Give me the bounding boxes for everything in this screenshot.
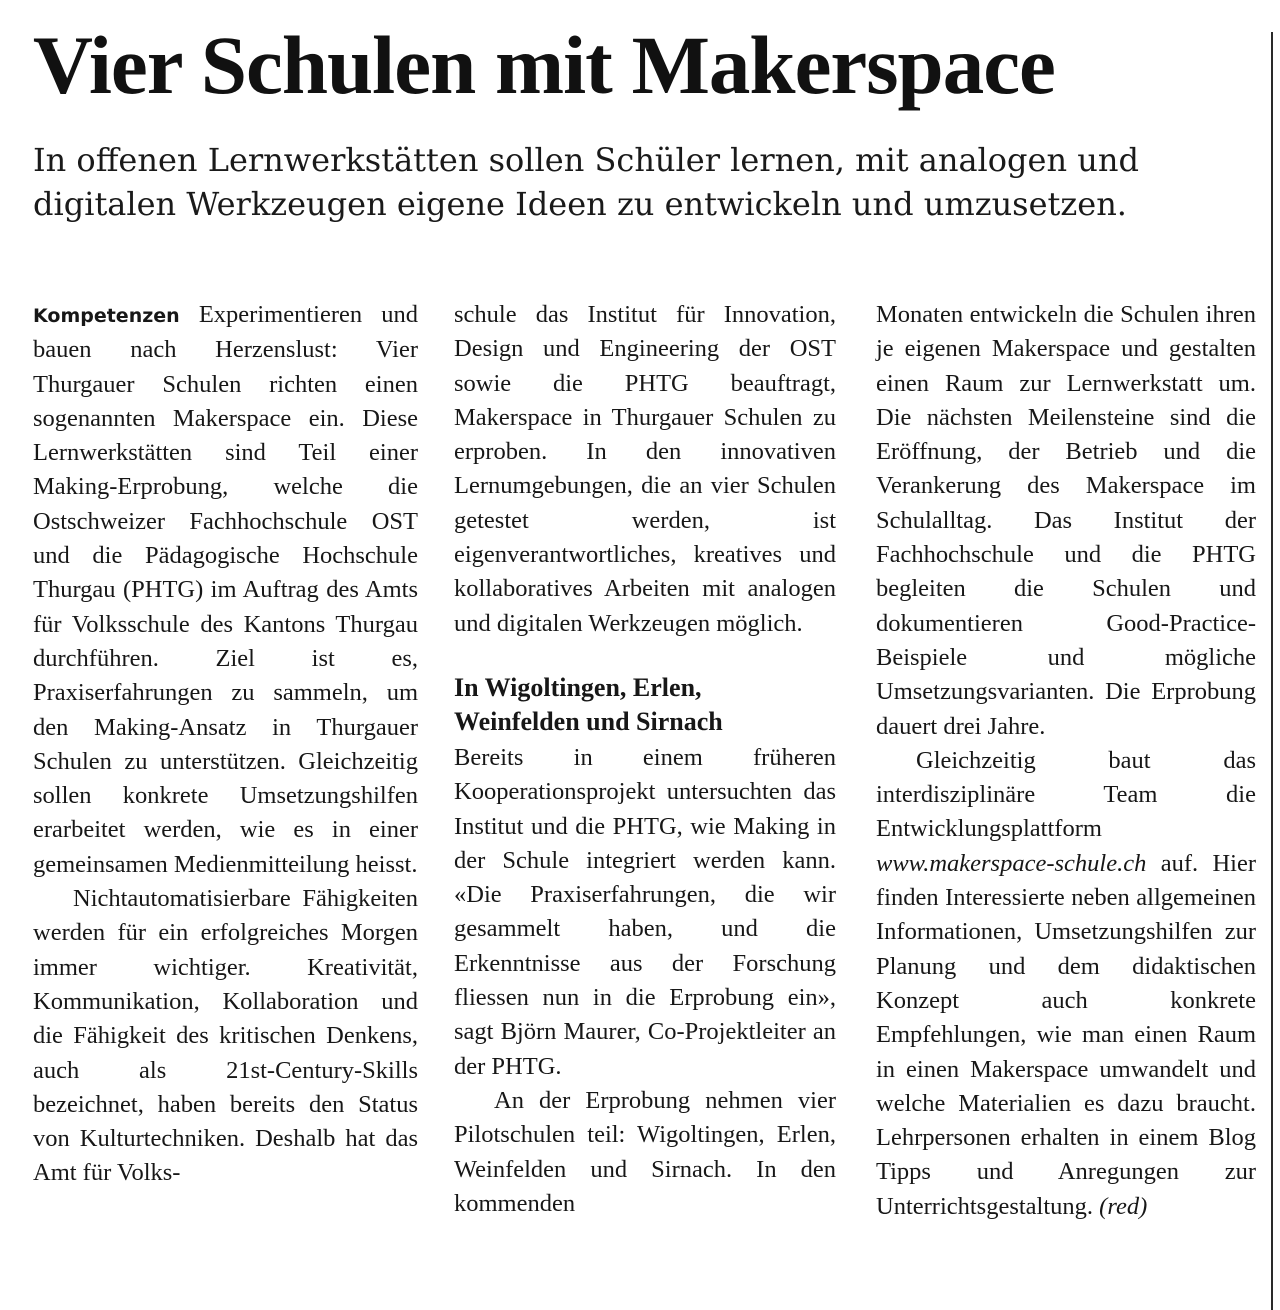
article-column-2 <box>454 298 836 1303</box>
subheading-line-1: In Wigoltingen, Erlen, <box>454 672 702 702</box>
article-column-3 <box>876 298 1256 1303</box>
paragraph-3: Bereits in einem früheren Kooperationsprojekt untersuchten das Institut und die PHTG, wie Making in der Schule integriert werden kann. «Die Praxiserfahrungen, die wir gesammelt haben, und die Erkenntnisse aus der Forschung fliessen nun in die Erprobung ein», sagt Björn Maurer, Co-Projektleiter an der PHTG. <box>454 743 836 1080</box>
lead-paragraph <box>33 138 1263 226</box>
paragraph-5-text-b: auf. Hier finden Interessierte neben allgemeinen Informationen, Umsetzungshilfen zur Planung und dem didaktischen Konzept auch konkrete Empfehlungen, wie man einen Raum in einen Makerspace umwandelt und welche Materialien es dazu braucht. Lehrpersonen erhalten in einem Blog Tipps und Anregungen zur Unterrichtsgestaltung. <box>876 849 1256 1220</box>
paragraph-5 <box>876 744 1256 1224</box>
article-column-1 <box>33 298 418 1303</box>
paragraph-5-text-a: Gleichzeitig baut das interdisziplinäre Team die Entwicklungsplattform <box>876 746 1256 843</box>
paragraph-4-continued: Monaten entwickeln die Schulen ihren je eigenen Makerspace und gestalten einen Raum zur Lernwerkstatt um. Die nächsten Meilensteine sind die Eröffnung, der Betrieb und die Verankerung des Makerspace im Schulalltag. Das Institut der Fachhochschule und die PHTG begleiten die Schulen und dokumentieren Good-Practice-Beispiele und mögliche Umsetzungsvarianten. Die Erprobung dauert drei Jahre. <box>876 301 1256 740</box>
website-url: www.makerspace-schule.ch <box>876 849 1147 877</box>
lead-in-label: Kompetenzen <box>33 305 180 327</box>
subheading <box>454 671 836 739</box>
paragraph-2: Nichtautomatisierbare Fähigkeiten werden für ein erfolgreiches Morgen immer wichtiger. Kreativität, Kommunikation, Kollaboration und die Fähigkeit des kritischen Denkens, auch als 21st-Century-Skills bezeichnet, haben bereits den Status von Kulturtechniken. Deshalb hat das Amt für Volks- <box>33 885 418 1187</box>
paragraph-1 <box>33 298 418 882</box>
paragraph-4: An der Erprobung nehmen vier Pilotschulen teil: Wigoltingen, Erlen, Weinfelden und Sirnach. In den kommenden <box>454 1086 836 1217</box>
lead-line-2: digitalen Werkzeugen eigene Ideen zu entwickeln und umzusetzen. <box>33 185 1127 223</box>
lead-line-1: In offenen Lernwerkstätten sollen Schüler lernen, mit analogen und <box>33 141 1139 179</box>
paragraph-1-text: Experimentieren und bauen nach Herzenslust: Vier Thurgauer Schulen richten einen sogenannten Makerspace ein. Diese Lernwerkstätten sind Teil einer Making-Erprobung, welche die Ostschweizer Fachhochschule OST und die Pädagogische Hochschule Thurgau (PHTG) im Auftrag des Amts für Volksschule des Kantons Thurgau durchführen. Ziel ist es, Praxiserfahrungen zu sammeln, um den Making-Ansatz in Thurgauer Schulen zu unterstützen. Gleichzeitig sollen konkrete Umsetzungshilfen erarbeitet werden, wie es in einer gemeinsamen Medienmitteilung heisst. <box>33 301 418 878</box>
headline: Vier Schulen mit Makerspace <box>33 19 1055 111</box>
paragraph-2-continued: schule das Institut für Innovation, Design und Engineering der OST sowie die PHTG beauftragt, Makerspace in Thurgauer Schulen zu erproben. In den innovativen Lernumgebungen, die an vier Schulen getestet werden, ist eigenverantwortliches, kreatives und kollaboratives Arbeiten mit analogen und digitalen Werkzeugen möglich. <box>454 301 836 637</box>
column-rule <box>1271 32 1273 1310</box>
subheading-line-2: Weinfelden und Sirnach <box>454 706 723 736</box>
byline: (red) <box>1099 1192 1148 1220</box>
